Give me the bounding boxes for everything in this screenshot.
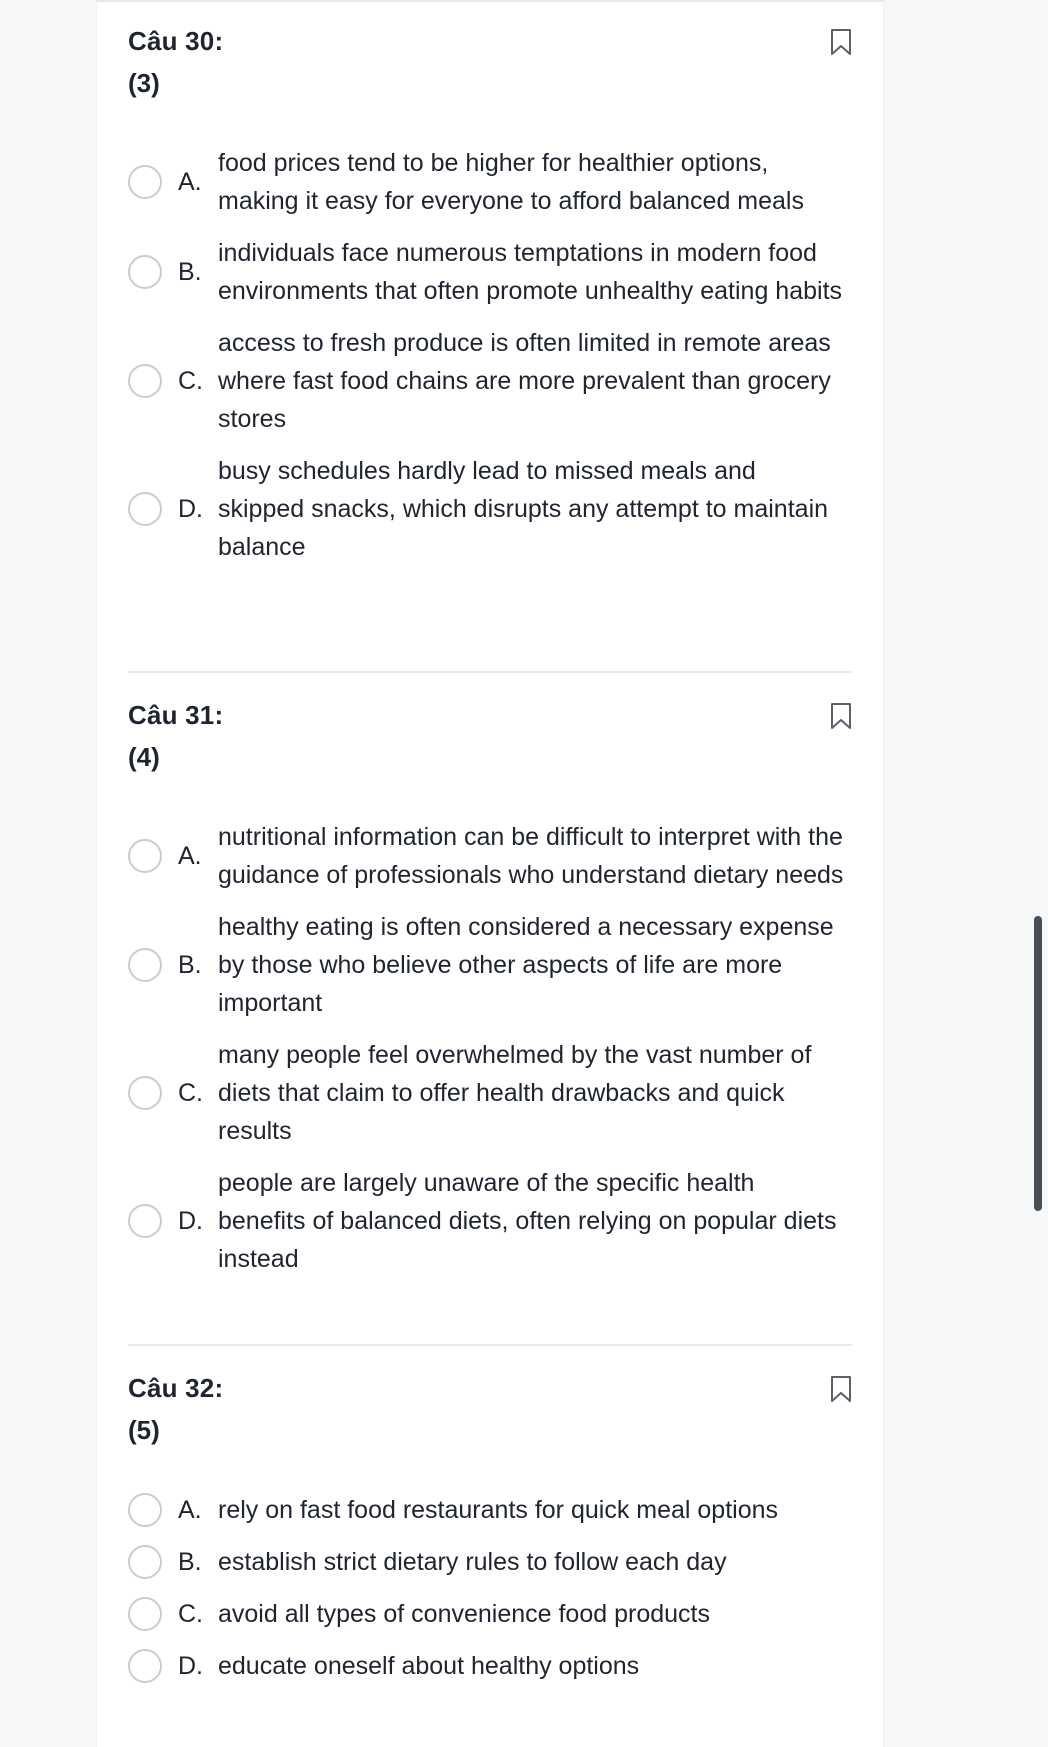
option-letter: D.: [178, 1207, 203, 1235]
option-text: educate oneself about healthy options: [218, 1652, 640, 1680]
option-c[interactable]: [128, 1036, 852, 1150]
question-32: [128, 1373, 852, 1699]
option-letter: D.: [178, 1652, 203, 1680]
option-text: many people feel overwhelmed by the vast number of diets that claim to offer health drawbacks and quick results: [218, 1041, 812, 1145]
option-text: nutritional information can be difficult to interpret with the guidance of professionals who understand dietary needs: [218, 823, 844, 889]
radio-button[interactable]: [128, 948, 162, 982]
radio-button[interactable]: [128, 1076, 162, 1110]
option-letter: C.: [178, 367, 203, 395]
option-a[interactable]: [128, 144, 852, 220]
question-divider: [128, 671, 852, 673]
option-text: establish strict dietary rules to follow each day: [218, 1548, 727, 1576]
option-a[interactable]: [128, 818, 852, 894]
question-title: Câu 32:: [128, 1373, 224, 1403]
radio-button[interactable]: [128, 364, 162, 398]
answer-options: [128, 144, 852, 566]
radio-button[interactable]: [128, 1204, 162, 1238]
question-title: Câu 30:: [128, 26, 224, 56]
option-text: healthy eating is often considered a necessary expense by those who believe other aspects of life are more important: [218, 913, 834, 1017]
radio-button[interactable]: [128, 1649, 162, 1683]
option-letter: A.: [178, 1496, 202, 1524]
scrollbar-thumb[interactable]: [1034, 916, 1042, 1211]
question-title: Câu 31:: [128, 700, 224, 730]
radio-button[interactable]: [128, 1545, 162, 1579]
radio-button[interactable]: [128, 255, 162, 289]
question-30: [128, 26, 852, 580]
option-d[interactable]: [128, 1647, 852, 1685]
radio-button[interactable]: [128, 165, 162, 199]
question-number: (4): [128, 742, 160, 772]
option-letter: D.: [178, 495, 203, 523]
option-letter: B.: [178, 951, 202, 979]
option-text: access to fresh produce is often limited in remote areas where fast food chains are more prevalent than grocery stores: [218, 329, 831, 433]
radio-button[interactable]: [128, 492, 162, 526]
option-letter: B.: [178, 258, 202, 286]
option-text: individuals face numerous temptations in modern food environments that often promote unhealthy eating habits: [218, 239, 843, 305]
option-b[interactable]: [128, 908, 852, 1022]
option-a[interactable]: [128, 1491, 852, 1529]
option-text: food prices tend to be higher for healthier options, making it easy for everyone to afford balanced meals: [218, 149, 804, 215]
option-letter: A.: [178, 168, 202, 196]
option-c[interactable]: [128, 1595, 852, 1633]
radio-button[interactable]: [128, 1493, 162, 1527]
option-text: busy schedules hardly lead to missed meals and skipped snacks, which disrupts any attempt to maintain balance: [218, 457, 829, 561]
question-number: (3): [128, 68, 160, 98]
option-letter: A.: [178, 842, 202, 870]
bookmark-icon[interactable]: [830, 1375, 852, 1403]
bookmark-icon[interactable]: [830, 28, 852, 56]
answer-options: [128, 1491, 852, 1685]
question-number: (5): [128, 1415, 160, 1445]
option-text: people are largely unaware of the specific health benefits of balanced diets, often relying on popular diets instead: [218, 1169, 837, 1273]
option-text: rely on fast food restaurants for quick meal options: [218, 1496, 779, 1524]
option-c[interactable]: [128, 324, 852, 438]
question-31: [128, 700, 852, 1292]
option-letter: C.: [178, 1079, 203, 1107]
answer-options: [128, 818, 852, 1278]
option-b[interactable]: [128, 1543, 852, 1581]
option-d[interactable]: [128, 452, 852, 566]
option-letter: C.: [178, 1600, 203, 1628]
radio-button[interactable]: [128, 1597, 162, 1631]
option-d[interactable]: [128, 1164, 852, 1278]
option-b[interactable]: [128, 234, 852, 310]
bookmark-icon[interactable]: [830, 702, 852, 730]
top-divider: [96, 0, 884, 2]
radio-button[interactable]: [128, 839, 162, 873]
option-letter: B.: [178, 1548, 202, 1576]
question-divider: [128, 1344, 852, 1346]
option-text: avoid all types of convenience food products: [218, 1600, 710, 1628]
